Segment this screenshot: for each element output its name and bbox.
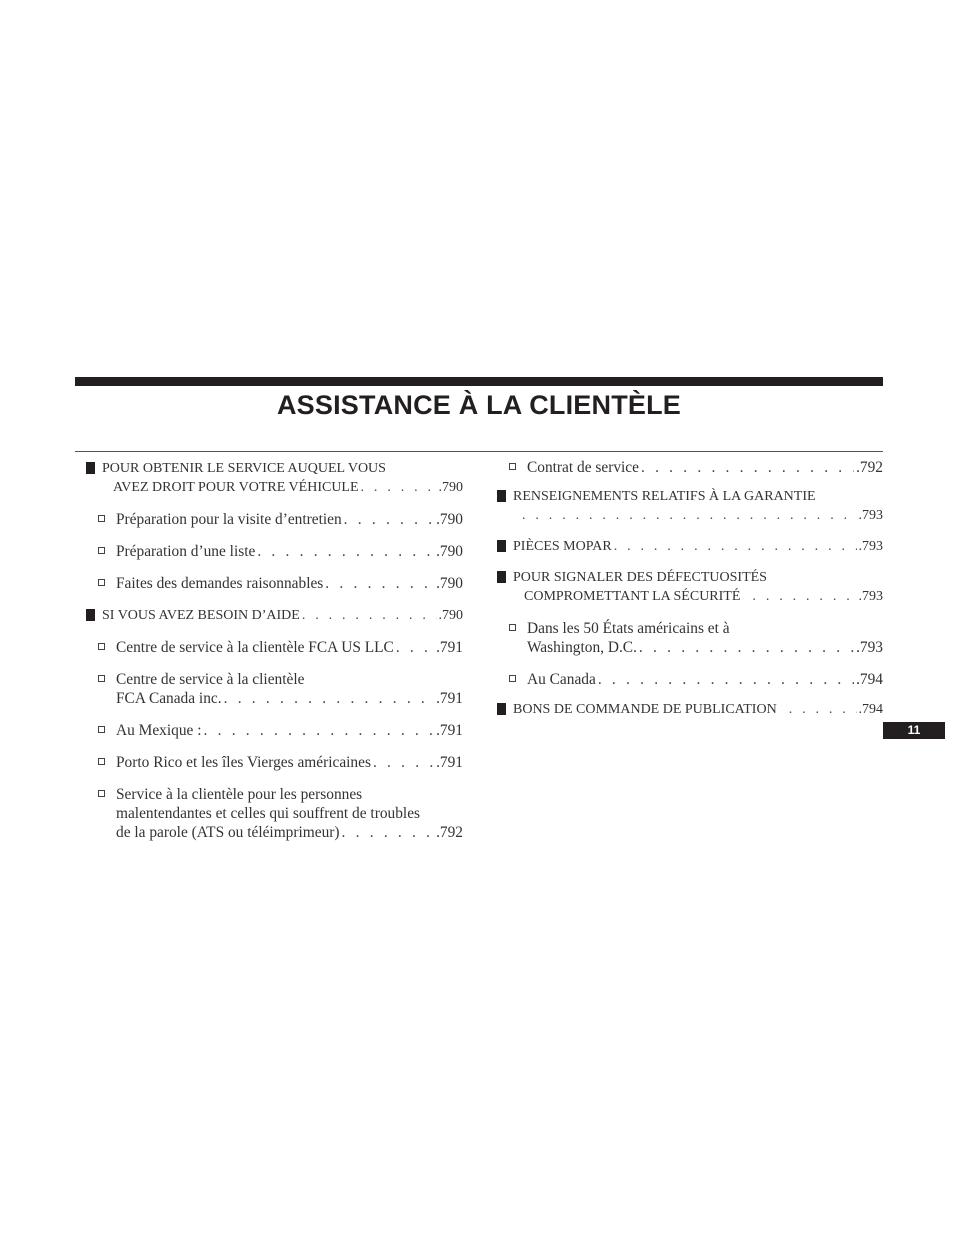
toc-entry-mopar[interactable] <box>497 537 883 556</box>
toc-entry-garantie[interactable] <box>497 487 883 525</box>
toc-entry-aide[interactable] <box>86 606 463 625</box>
toc-entry-text: Centre de service à la clientèle <box>116 671 305 688</box>
toc-entry-text: Centre de service à la clientèle FCA US LLC <box>116 639 394 656</box>
toc-entry-defectuosites[interactable] <box>497 568 883 606</box>
title-rule <box>75 451 883 452</box>
toc-entry-text: Au Mexique : <box>116 722 202 739</box>
toc-entry-bons-commande[interactable] <box>497 700 883 719</box>
toc-entry-text: POUR SIGNALER DES DÉFECTUOSITÉS <box>513 570 767 585</box>
toc-page-number: .793 <box>856 639 883 656</box>
toc-entry-text: BONS DE COMMANDE DE PUBLICATION <box>513 702 777 717</box>
toc-entry-text: de la parole (ATS ou téléimprimeur) <box>116 824 340 841</box>
toc-entry-porto-rico[interactable] <box>86 753 463 772</box>
toc-page-number: .790 <box>438 608 463 623</box>
toc-entry-fca-canada[interactable] <box>86 670 463 708</box>
top-rule <box>75 377 883 386</box>
toc-entry-text: Faites des demandes raisonnables <box>116 575 324 592</box>
leader-dots <box>598 670 854 689</box>
leader-dots <box>257 542 434 561</box>
chapter-tab-marker[interactable]: 11 <box>883 722 945 739</box>
toc-right-column <box>497 457 883 719</box>
toc-page-number: .793 <box>858 589 883 604</box>
leader-dots <box>396 638 434 657</box>
toc-entry-visite[interactable] <box>86 510 463 529</box>
leader-dots <box>789 700 857 719</box>
toc-entry-text: malentendantes et celles qui souffrent de troubles <box>116 805 421 822</box>
open-square-bullet-icon <box>98 675 105 682</box>
leader-dots <box>204 721 435 740</box>
leader-dots <box>344 510 434 529</box>
toc-entry-text: RENSEIGNEMENTS RELATIFS À LA GARANTIE <box>513 489 816 504</box>
leader-dots <box>373 753 434 772</box>
toc-entry-canada[interactable] <box>497 670 883 689</box>
toc-entry-text: Contrat de service <box>527 459 639 476</box>
toc-page-number: .791 <box>436 639 463 656</box>
toc-entry-demandes[interactable] <box>86 574 463 593</box>
toc-page-number: .790 <box>436 575 463 592</box>
toc-page-number: .791 <box>436 722 463 739</box>
toc-page-number: .791 <box>436 690 463 707</box>
square-bullet-icon <box>497 703 506 715</box>
toc-entry-text: Au Canada <box>527 671 596 688</box>
toc-entry-text: Service à la clientèle pour les personnes <box>116 786 363 803</box>
leader-dots <box>325 574 434 593</box>
square-bullet-icon <box>497 571 506 583</box>
leader-dots <box>361 478 437 497</box>
leader-dots <box>224 689 434 708</box>
square-bullet-icon <box>86 462 95 474</box>
open-square-bullet-icon <box>98 726 105 733</box>
toc-page-number: .794 <box>858 702 883 717</box>
toc-entry-text: COMPROMETTANT LA SÉCURITÉ <box>524 589 741 604</box>
toc-page-number: .791 <box>436 754 463 771</box>
square-bullet-icon <box>497 540 506 552</box>
open-square-bullet-icon <box>98 643 105 650</box>
toc-entry-ats[interactable] <box>86 785 463 842</box>
toc-entry-service[interactable] <box>86 459 463 497</box>
leader-dots <box>302 606 437 625</box>
toc-entry-etats[interactable] <box>497 619 883 657</box>
toc-entry-text: Porto Rico et les îles Vierges américaines <box>116 754 371 771</box>
open-square-bullet-icon <box>98 758 105 765</box>
toc-left-column <box>86 457 463 842</box>
open-square-bullet-icon <box>98 790 105 797</box>
open-square-bullet-icon <box>509 463 516 470</box>
toc-entry-text: Préparation pour la visite d’entretien <box>116 511 342 528</box>
toc-entry-text: Washington, D.C. <box>527 639 637 656</box>
square-bullet-icon <box>86 609 95 621</box>
toc-entry-fca-us[interactable] <box>86 638 463 657</box>
toc-page-number: .792 <box>436 824 463 841</box>
toc-page-number: .790 <box>438 480 463 495</box>
toc-page-number: .790 <box>436 511 463 528</box>
toc-entry-text: FCA Canada inc. <box>116 690 222 707</box>
toc-entry-text: Préparation d’une liste <box>116 543 256 560</box>
leader-dots <box>752 587 856 606</box>
square-bullet-icon <box>497 490 506 502</box>
toc-entry-contrat[interactable] <box>497 458 883 477</box>
toc-page-number: .793 <box>858 539 883 554</box>
leader-dots <box>639 638 854 657</box>
toc-page-number: .792 <box>856 459 883 476</box>
open-square-bullet-icon <box>98 547 105 554</box>
toc-entry-text: SI VOUS AVEZ BESOIN D’AIDE <box>102 608 300 623</box>
toc-entry-text: AVEZ DROIT POUR VOTRE VÉHICULE <box>113 480 359 495</box>
open-square-bullet-icon <box>509 624 516 631</box>
open-square-bullet-icon <box>98 579 105 586</box>
leader-dots <box>614 537 857 556</box>
chapter-title: ASSISTANCE À LA CLIENTÈLE <box>276 390 681 420</box>
leader-dots <box>342 823 435 842</box>
leader-dots <box>641 458 854 477</box>
toc-page-number: .793 <box>858 508 883 523</box>
toc-entry-text: PIÈCES MOPAR <box>513 539 612 554</box>
toc-page-number: .794 <box>856 671 883 688</box>
toc-page-number: .790 <box>436 543 463 560</box>
open-square-bullet-icon <box>98 515 105 522</box>
leader-dots <box>522 506 857 525</box>
open-square-bullet-icon <box>509 675 516 682</box>
toc-entry-mexique[interactable] <box>86 721 463 740</box>
toc-entry-text: POUR OBTENIR LE SERVICE AUQUEL VOUS <box>102 461 386 476</box>
toc-entry-liste[interactable] <box>86 542 463 561</box>
toc-entry-text: Dans les 50 États américains et à <box>527 620 730 637</box>
